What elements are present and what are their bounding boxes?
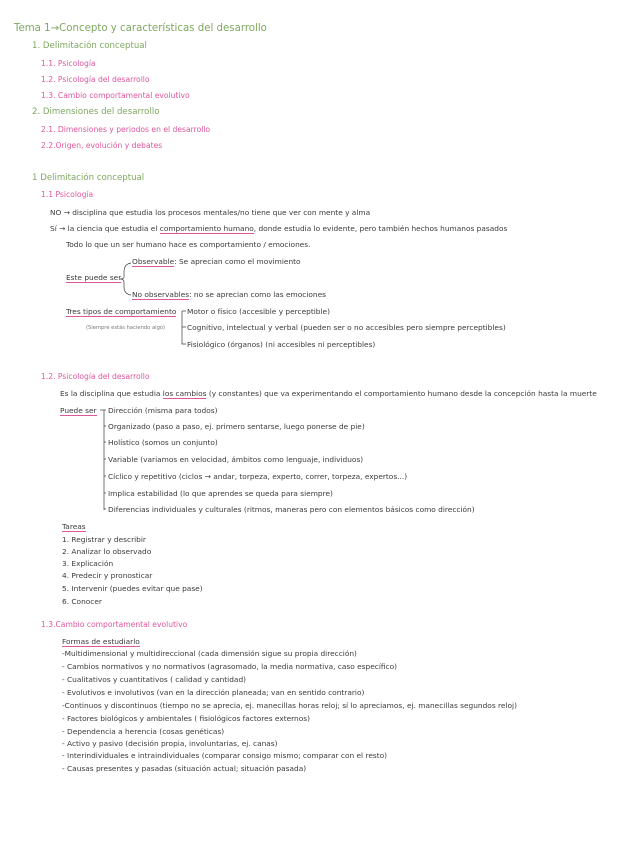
cambio-item: - Dependencia a herencia (cosas genéticas) <box>62 727 225 736</box>
observable-rest: : Se aprecian como el movimiento <box>174 257 301 266</box>
desarrollo-def-underlined: los cambios <box>162 389 207 398</box>
tareas-label <box>62 522 86 531</box>
cambio-item: - Activo y pasivo (decisión propia, involuntarias, ej. canas) <box>62 739 278 748</box>
cambio-item: - Evolutivos e involutivos (van en la dirección planeada; van en sentido contrario) <box>62 688 365 697</box>
cambio-item: - Interindividuales e intraindividuales (comparar consigo mismo; comparar con el resto) <box>62 751 388 760</box>
desarrollo-def-a: Es la disciplina que estudia <box>60 389 161 398</box>
todo-line: Todo lo que un ser humano hace es comportamiento / emociones. <box>66 240 311 249</box>
formas-text: Formas de estudiarlo <box>62 637 140 646</box>
no-observable-line <box>132 290 326 299</box>
side-note: (Siempre estás haciendo algo) <box>86 325 166 331</box>
si-definition-line <box>50 224 507 233</box>
tipo-1: Motor o físico (accesible y perceptible) <box>187 307 330 316</box>
este-puede-ser-label <box>66 273 121 282</box>
si-text-b: , donde estudia lo evidente, pero también hechos humanos pasados <box>253 224 508 233</box>
desarrollo-item: Organizado (paso a paso, ej. primero sentarse, luego ponerse de pie) <box>108 422 365 431</box>
index-item-2-2: 2.2.Origen, evolución y debates <box>41 141 163 150</box>
tres-tipos-text: Tres tipos de comportamiento <box>66 307 177 316</box>
desarrollo-definition <box>60 389 597 398</box>
no-definition-line: NO → disciplina que estudia los procesos mentales/no tiene que ver con mente y alma <box>50 208 371 217</box>
tarea-item: 5. Intervenir (puedes evitar que pase) <box>62 584 203 593</box>
tipo-2: Cognitivo, intelectual y verbal (pueden ser o no accesibles pero siempre perceptibles) <box>187 323 506 332</box>
no-observable-label: No observables <box>132 290 190 299</box>
tarea-item: 1. Registrar y describir <box>62 535 146 544</box>
cambio-item: -Multidimensional y multidireccional (cada dimensión sigue su propia dirección) <box>62 649 357 658</box>
index-section-2: 2. Dimensiones del desarrollo <box>32 107 160 117</box>
cambio-item: - Cambios normativos y no normativos (agrasomado, la media normativa, caso específico) <box>62 662 397 671</box>
tipo-3: Fisiológico (órganos) (ni accesibles ni perceptibles) <box>187 340 376 349</box>
subheading-psicologia: 1.1 Psicología <box>41 190 94 199</box>
tarea-item: 4. Predecir y pronosticar <box>62 571 153 580</box>
formas-label <box>62 637 140 646</box>
tarea-item: 3. Explicación <box>62 559 114 568</box>
cambio-item: -Continuos y discontinuos (tiempo no se aprecia, ej. manecillas horas reloj; sí lo apreciamos, ej. manecillas segundos reloj) <box>62 701 517 710</box>
index-item-1-3: 1.3. Cambio comportamental evolutivo <box>41 91 190 100</box>
si-prefix: Sí → <box>50 224 66 233</box>
index-item-1-1: 1.1. Psicología <box>41 59 96 68</box>
desarrollo-item: Implica estabilidad (lo que aprendes se queda para siempre) <box>108 489 333 498</box>
index-item-2-1: 2.1. Dimensiones y periodos en el desarrollo <box>41 125 211 134</box>
tareas-text: Tareas <box>62 522 86 531</box>
no-observable-rest: : no se aprecian como las emociones <box>189 290 326 299</box>
tarea-item: 6. Conocer <box>62 597 102 606</box>
index-item-1-2: 1.2. Psicología del desarrollo <box>41 75 150 84</box>
este-puede-ser-text: Este puede ser <box>66 273 122 282</box>
observable-label: Observable <box>132 257 175 266</box>
desarrollo-item: Holístico (somos un conjunto) <box>108 438 218 447</box>
index-section-1: 1. Delimitación conceptual <box>32 41 147 51</box>
tarea-item: 2. Analizar lo observado <box>62 547 152 556</box>
desarrollo-def-b: (y constantes) que va experimentando el comportamiento humano desde la concepción hasta la muerte <box>208 389 597 398</box>
subheading-desarrollo: 1.2. Psicología del desarrollo <box>41 372 150 381</box>
puede-ser-text: Puede ser <box>60 406 97 415</box>
si-text-a: la ciencia que estudia el <box>67 224 158 233</box>
si-underlined: comportamiento humano <box>159 224 254 233</box>
puede-ser-label <box>60 406 97 415</box>
section-heading-1: 1 Delimitación conceptual <box>32 173 145 183</box>
desarrollo-item: Cíclico y repetitivo (ciclos → andar, torpeza, experto, correr, torpeza, expertos...) <box>108 472 408 481</box>
tres-tipos-label <box>66 307 176 316</box>
subheading-cambio: 1.3.Cambio comportamental evolutivo <box>41 620 188 629</box>
desarrollo-item: Diferencias individuales y culturales (ritmos, maneras pero con elementos básicos como dirección) <box>108 505 475 514</box>
observable-line <box>132 257 301 266</box>
desarrollo-item: Dirección (misma para todos) <box>108 406 218 415</box>
cambio-item: - Cualitativos y cuantitativos ( calidad y cantidad) <box>62 675 247 684</box>
cambio-item: - Factores biológicos y ambientales ( fisiológicos factores externos) <box>62 714 310 723</box>
desarrollo-item: Variable (variamos en velocidad, ámbitos como lenguaje, individuos) <box>108 455 364 464</box>
page-title: Tema 1→Concepto y características del desarrollo <box>14 23 267 34</box>
cambio-item: - Causas presentes y pasadas (situación actual; situación pasada) <box>62 764 307 773</box>
